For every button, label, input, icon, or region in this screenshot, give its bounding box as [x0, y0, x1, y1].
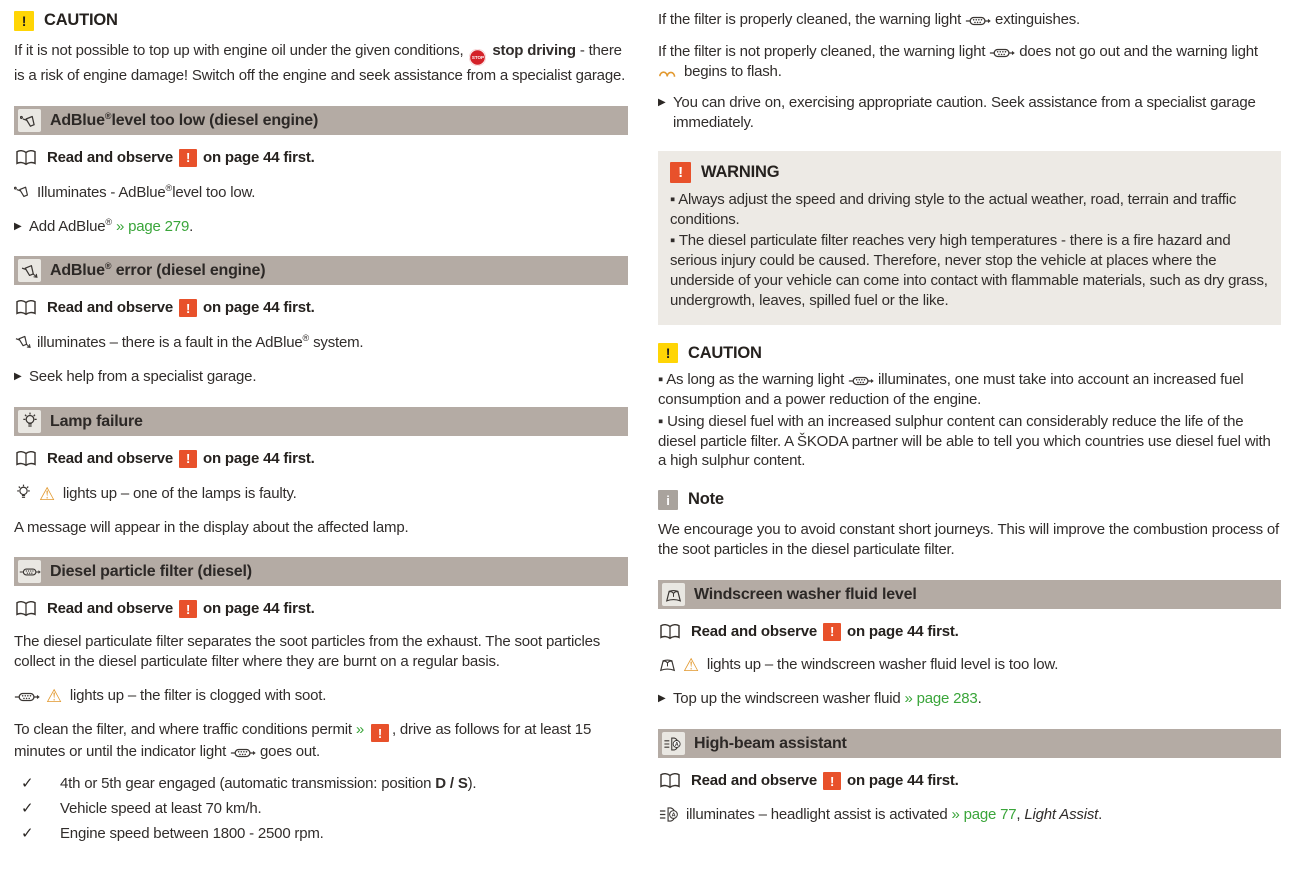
dpf-clogged-line: ⚠ lights up – the filter is clogged with soot. [14, 686, 628, 706]
read-observe-note: Read and observe ! on page 44 first. [14, 599, 628, 619]
dpf-clean-paragraph: To clean the filter, and where traffic conditions permit » ! , drive as follows for at least 15 minutes or until the indicator light goes out. [14, 720, 592, 761]
dpf-paragraph: The diesel particulate filter separates the soot particles from the exhaust. The soot particles collect in the diesel particulate filter where they are burnt on a regular basis. [14, 633, 601, 670]
warning-triangle-icon: ⚠ [682, 655, 699, 677]
dpf-icon [18, 560, 41, 583]
page-283-link[interactable]: » page 283 [904, 690, 978, 708]
note-heading [658, 489, 1281, 511]
warning-title: WARNING [701, 162, 780, 181]
adblue-low-indicator-line: Illuminates - AdBlue®level too low. [14, 182, 628, 203]
filter-not-cleaned-paragraph: If the filter is not properly cleaned, the warning light does not go out and the warning light begins to flash. [658, 42, 1258, 80]
section-title: Diesel particle filter (diesel) [50, 563, 252, 581]
section-title: AdBlue® error (diesel engine) [50, 261, 266, 280]
book-icon [14, 600, 38, 618]
warning-bullet: ▪ The diesel particulate filter reaches very high temperatures - there is a fire hazard and serious injury could be caused. Therefore, never stop the vehicle at places where the underside of your vehicle can come into contact with flammable materials, such as dry grass, undergrowth, leaves, spilled fuel or the like. [670, 232, 1268, 309]
section-title: High-beam assistant [694, 735, 847, 753]
caution-bullet: ▪ As long as the warning light illuminates, one must take into account an increased fuel consumption and a power reduction of the engine. [658, 371, 1244, 409]
stop-driving-bold: stop driving [492, 41, 576, 59]
arrow-icon: ▶ [14, 220, 22, 232]
alert-ref-icon[interactable]: ! [823, 772, 841, 790]
bulb-icon [18, 410, 41, 433]
arrow-icon: ▶ [658, 97, 666, 109]
caution-heading [658, 343, 1281, 365]
note-title: Note [688, 490, 724, 509]
warning-icon: ! [670, 162, 691, 183]
dpf-icon [14, 690, 40, 704]
glow-plug-icon [658, 65, 680, 80]
page-77-link[interactable]: » page 77 [951, 806, 1017, 824]
adblue-nozzle-icon [14, 182, 33, 201]
section-title: Lamp failure [50, 412, 143, 430]
checklist-item: ✓ 4th or 5th gear engaged (automatic transmission: position D / S). [14, 774, 628, 794]
drive-on-action: ▶ You can drive on, exercising appropriate caution. Seek assistance from a specialist garage immediately. [658, 94, 1256, 132]
caution-title: CAUTION [44, 11, 118, 29]
arrow-icon: ▶ [658, 693, 666, 705]
read-observe-note: Read and observe ! on page 44 first. [658, 622, 1281, 642]
read-observe-note: Read and observe ! on page 44 first. [658, 771, 1281, 791]
warning-triangle-icon: ⚠ [38, 483, 55, 505]
washer-action: ▶ Top up the windscreen washer fluid » page 283. [658, 690, 982, 708]
high-beam-icon [662, 732, 685, 755]
left-column [14, 10, 628, 849]
adblue-error-action: ▶ Seek help from a specialist garage. [14, 368, 257, 386]
adblue-error-icon [18, 259, 41, 282]
check-icon: ✓ [21, 775, 34, 793]
section-header-dpf [14, 557, 628, 586]
alert-ref-icon[interactable]: ! [823, 623, 841, 641]
caution-icon: ! [14, 11, 34, 31]
lamp-indicator-line: ⚠ lights up – one of the lamps is faulty. [14, 483, 628, 504]
book-icon [14, 149, 38, 167]
section-header-adblue-low [14, 106, 628, 135]
right-column [658, 10, 1281, 849]
caution-paragraph: If it is not possible to top up with engine oil under the given conditions, STOP stop driving - there is a risk of engine damage! Switch off the engine and seek assistance from a specialist garage. [14, 41, 626, 85]
book-icon [14, 299, 38, 317]
adblue-nozzle-icon [18, 109, 41, 132]
section-title: AdBlue®level too low (diesel engine) [50, 110, 319, 129]
warning-bullet: ▪ Always adjust the speed and driving style to the actual weather, road, terrain and traffic conditions. [670, 190, 1237, 228]
alert-ref-icon[interactable]: ! [179, 299, 197, 317]
washer-fluid-icon [658, 655, 677, 673]
adblue-low-action: ▶ Add AdBlue® » page 279. [14, 216, 194, 235]
page-279-link[interactable]: » page 279 [116, 217, 190, 235]
read-observe-note: Read and observe ! on page 44 first. [14, 148, 628, 168]
filter-cleaned-paragraph: If the filter is properly cleaned, the warning light extinguishes. [658, 11, 1081, 28]
caution-bullet: ▪ Using diesel fuel with an increased sulphur content can considerably reduce the life of the diesel particle filter. A ŠKODA partner will be able to tell you which countries use diesel fuel with a high sulphur content. [658, 412, 1271, 470]
section-header-lamp-failure [14, 407, 628, 436]
checklist-item: ✓ Vehicle speed at least 70 km/h. [14, 799, 628, 819]
dpf-icon [230, 746, 256, 760]
section-title: Windscreen washer fluid level [694, 585, 917, 603]
read-observe-note: Read and observe ! on page 44 first. [14, 298, 628, 318]
bulb-icon [14, 483, 33, 502]
checklist-item: ✓ Engine speed between 1800 - 2500 rpm. [14, 824, 628, 844]
high-beam-icon [658, 806, 682, 823]
note-icon: i [658, 490, 678, 510]
highbeam-indicator-line: illuminates – headlight assist is activated » page 77, Light Assist. [658, 805, 1281, 825]
warning-box [658, 151, 1281, 325]
dpf-icon [848, 374, 874, 388]
caution-icon: ! [658, 343, 678, 363]
check-icon: ✓ [21, 799, 34, 817]
caution-heading [14, 10, 628, 32]
dpf-icon [989, 46, 1015, 60]
adblue-error-icon [14, 332, 33, 351]
caution-title: CAUTION [688, 343, 762, 362]
alert-ref-icon[interactable]: ! [179, 149, 197, 167]
light-assist-ref: Light Assist [1024, 806, 1099, 824]
section-header-highbeam [658, 729, 1281, 758]
alert-ref-icon[interactable]: ! [179, 600, 197, 618]
alert-ref-icon[interactable]: ! [371, 724, 389, 742]
book-icon [658, 623, 682, 641]
ref-chevrons: » [355, 720, 364, 738]
dpf-icon [965, 14, 991, 28]
check-icon: ✓ [21, 824, 34, 842]
washer-indicator-line: ⚠ lights up – the windscreen washer fluid level is too low. [658, 655, 1281, 675]
book-icon [14, 450, 38, 468]
book-icon [658, 772, 682, 790]
arrow-icon: ▶ [14, 371, 22, 383]
warning-heading [670, 162, 1269, 184]
read-observe-note: Read and observe ! on page 44 first. [14, 449, 628, 469]
note-paragraph: We encourage you to avoid constant short journeys. This will improve the combustion process of the soot particles in the diesel particulate filter. [658, 521, 1279, 558]
stop-icon: STOP [469, 49, 486, 66]
warning-triangle-icon: ⚠ [45, 685, 62, 707]
adblue-error-indicator-line: illuminates – there is a fault in the AdBlue® system. [14, 332, 628, 353]
section-header-adblue-error [14, 256, 628, 285]
section-header-washer [658, 580, 1281, 609]
lamp-paragraph: A message will appear in the display about the affected lamp. [14, 518, 409, 536]
washer-fluid-icon [662, 583, 685, 606]
alert-ref-icon[interactable]: ! [179, 450, 197, 468]
